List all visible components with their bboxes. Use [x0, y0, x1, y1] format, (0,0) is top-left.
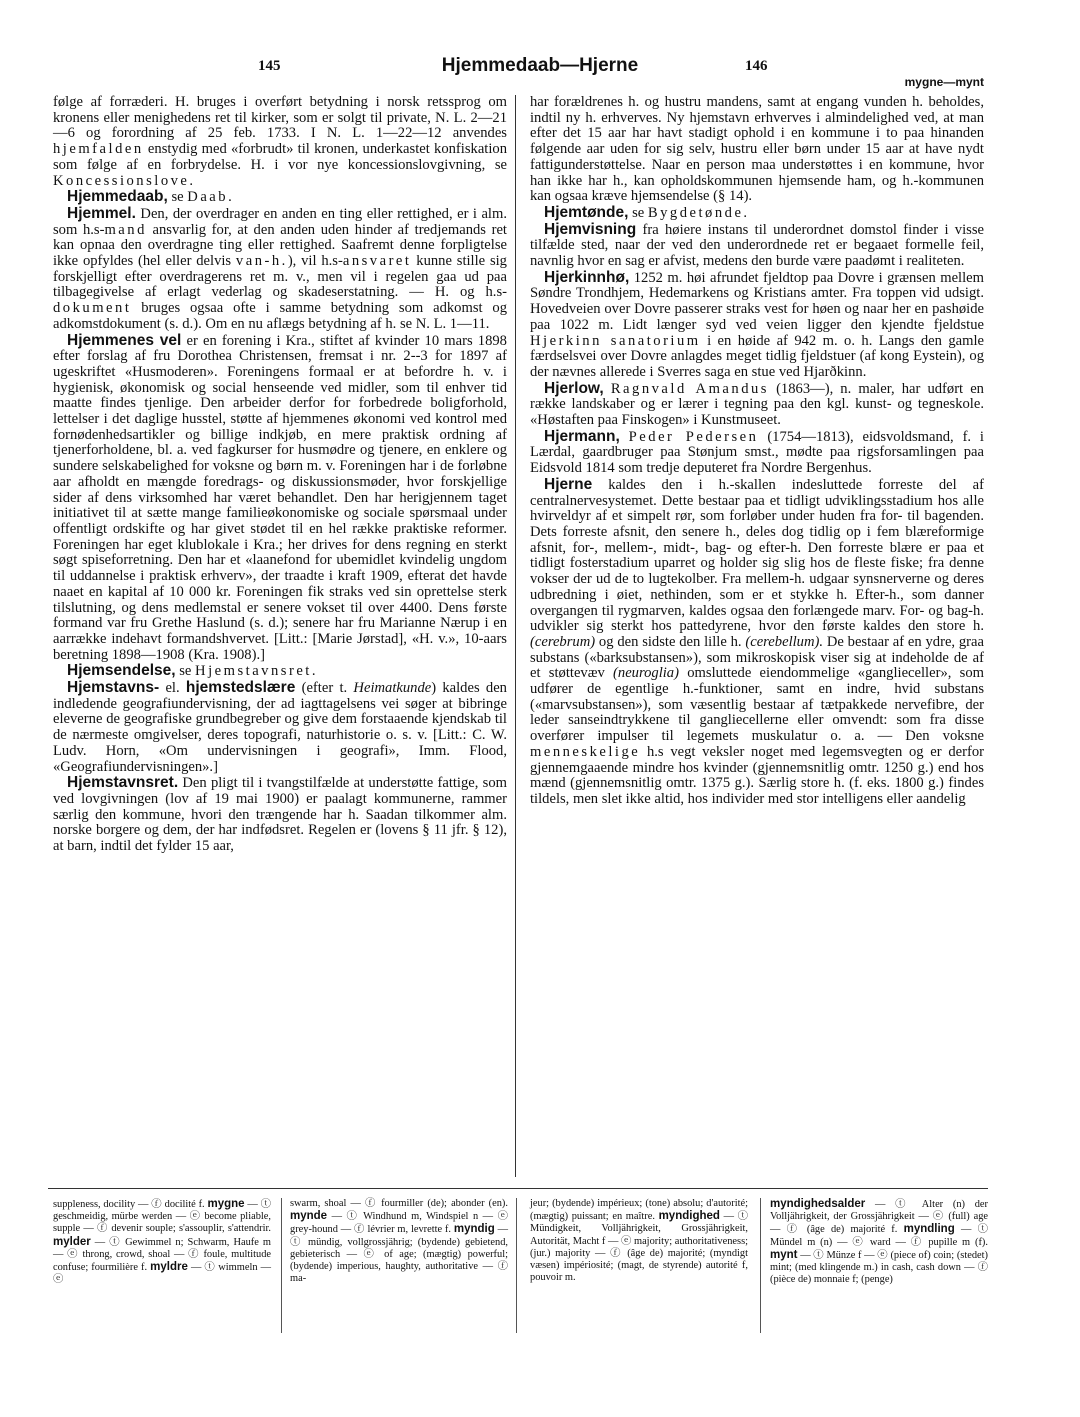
headword: Hjemmenes vel	[67, 331, 182, 349]
headword: Hjemtønde,	[544, 203, 629, 221]
footnote-divider	[516, 1198, 517, 1333]
headword: Hjemmedaab,	[67, 188, 168, 206]
entry-hjermann: Hjermann, Peder Pedersen (1754—1813), eidsvoldsmand, f. i Lærdal, gaardbruger paa Stønjum smst., mødte paa rigsforsamlingen paa Eidsvold 1814 som tredje deputeret fra Nordre Bergenhus.	[530, 427, 984, 477]
entry-hjerne: Hjerne kaldes den i h.-skallen indesluttede forreste del af centralnervesystemet. Dette bestaar paa et tidligt udviklingsstadium hos alle hvirveldyr af et simpelt rør, som forløber under huden fra for- til bagenden. Dets forreste afsnit, den senere h., deles dog tidlig op i fem blæreformige afsnit, for-, mellem-, midt-, bag- og efter-h. Den forreste blære er paa et tidligt fosterstadium uparret og holder sig slig hos de fleste fiske; fra denne vokser der ud de to lugtekolber. Fra mellem-h. udgaar synsnerverne og deres udbredning i øiet, nethinden, som er et stykke h. Efter-h., som danner overgangen til rygmarven, kaldes ogsaa den forlængede marv. For- og bag-h. udvikler sig sterkt hos pattedyrene, hvor den første kaldes den store h. (cerebrum) og den sidste den lille h. (cerebellum). De bestaar af en ydre, graa substans («barksubstansen»), som mikroskopisk viser sig at indeholde de af et støttevæv (neuroglia) omsluttede eiendommelige «ganglieceller», som udfører de egentlige h.-funktioner, samt en indre, hvid substans («marvsubstansen»), som væsentlig bestaar af tætpakkede nervefibre, der leder sanseindtrykkene til gangliecellerne eller omvendt: som fra disse overfører impulser til legemets muskulatur o. a. — Den voksne menneskelige h.s vegt veksler noget med legemsvegten og er derfor gjennemgaaende mindre hos kvinder (gjennemsnitlig omtr. 1250 g.) end hos mænd (gjennemsnitlig omtr. 1375 g.). Særlig store h. (f. eks. 1800 g.) findes tildels, men slet ikke altid, hos individer med stor intelligens eller aandelig	[530, 475, 985, 807]
headword: Hjemmel.	[67, 204, 136, 222]
headword: Hjemstavnsret.	[67, 774, 179, 792]
footnote-divider	[281, 1198, 282, 1333]
entry-hjemvisning: Hjemvisning fra høiere instans til underordnet domstol finder i visse tilfælde sted, naar der ved den underordnede ret er begaaet formelle feil, navnlig hvor en sag er afvist, medens den burde være paadømt i realiteten.	[530, 220, 984, 270]
headword: Hjerkinnhø,	[544, 268, 630, 286]
column-divider	[515, 95, 516, 1177]
entry-hjemmedaab: Hjemmedaab, se Daab.	[67, 188, 235, 206]
page-number-right: 146	[745, 58, 768, 74]
headword: Hjerne	[544, 475, 593, 493]
headword: Hjermann,	[544, 427, 620, 445]
right-column	[530, 95, 984, 808]
running-title: Hjemmedaab—Hjerne	[441, 55, 639, 76]
footnote-column-4: myndighedsalder — ⓣ Alter (n) der Volljährigkeit, der Grossjährigkeit — ⓔ (full) age — ⓕ (âge de) majorité f. myndling — ⓣ Mündel m (n) — ⓔ ward — ⓕ pupille m (f). mynt — ⓣ Münze f — ⓔ (piece of) coin; (stedet) mint; (med klingende m.) in cash, cash down — ⓕ (pièce de) monnaie f; (penge)	[770, 1198, 988, 1286]
headword: Hjerlow,	[544, 379, 604, 397]
footnote-divider	[760, 1198, 761, 1333]
entry-hjemstavnsret: Hjemstavnsret. Den pligt til i tvangstilfælde at understøtte fattige, som ved lovgivningen (lov af 19 mai 1900) er paalagt kommunerne, rammer særlig den kommune, hvori den trængende har h. Saadan tilkommer alm. norske borgere og dem, der har indfødsret. Regelen er (lovens § 11 jfr. § 12), at barn, indtil det fylder 15 aar,	[53, 774, 507, 855]
footnote-column-1: suppleness, docility — ⓕ docilité f. mygne — ⓣ geschmeidig, mürbe werden — ⓔ become pliable, supple — ⓕ devenir souple; s'assouplir, s'attendrir. mylder — ⓣ Gewimmel n; Schwarm, Haufe m — ⓔ throng, crowd, shoal — ⓕ foule, multitude confuse; fourmilière f. myldre — ⓣ wimmeln — ⓔ	[53, 1198, 272, 1286]
entry-hjemmel: Hjemmel. Den, der overdrager en anden en ting eller rettighed, er i alm. som h.s-mand ansvarlig for, at den anden uden hinder af tredjemands ret kan opnaa den overdragne ting eller rettighed. Saafremt denne forpligtelse ikke opfyldes (hel eller delvis van-h.), vil h.s-ansvaret kunne stille sig forskjelligt efter overdragerens ret m. v., men vil i regelen gaa ud paa tilbagegivelse af erlagt vederlag og skadeserstatning. — H. og h.s-dokument bruges ogsaa ofte i samme betydning som adkomst og adkomstdokument (s. d.). Om en nu aflægs betydning af h. se N. L. 1—11.	[53, 204, 507, 332]
footnote-guideword: mygne—mynt	[904, 75, 984, 89]
entry-hjerlow: Hjerlow, Ragnvald Amandus (1863—), n. maler, har udført en række landskaber og er lærer i tegning paa den kgl. kunst- og tegneskole. «Høstaften paa Finskogen» i Kunstmuseet.	[530, 379, 984, 429]
entry-hjemmenes-vel: Hjemmenes vel er en forening i Kra., stiftet af kvinder 10 mars 1898 efter forslag af fru Dorothea Christensen, fremsat i nr. 2--3 for 1897 af ugeskriftet «Husmoderen». Foreningens formaal er at befordre h. v. i hygienisk, økonomisk og social henseende ved midler, som til enhver tid maatte findes tjenlige. Den arbeider derfor for forbedrede boligforhold, lettelser i det daglige husstel, støtte af hjemmenes økonomi ved kontrol med fornødenhedsartikler og billige indkjøb, en mere praktisk ordning af tjenerforholdene, bl. a. ved fagkurser for husmødre og tjenere, en enklere og sundere selskabelighed for voksne og børn m. v. Foreningen har i de forløbne aar afholdt en mængde foredrags- og diskussionsmøder, hvor forskjellige sider af dens virksomhed har været behandlet. Den har herigjennem taget initiativet til at sætte mange familieøkonomiske og sociale spørsmaal under offentligt ordskifte og har givet stødet til en hel række praktiske reformer. Foreningen har eget klublokale i Kra.; her drives for dens regning en sterkt søgt spiseforretning. Den har et «laanefond for ubemidlet kvindelig ungdom til uddannelse i praktisk erhverv», der traadte i kraft 1909, efterat det havde naaet en kapital af 10 000 kr. Foreningen fik straks ved sin oprettelse sterk tilslutning, og dens medlemstal er senere vokset til over 4400. Dens første formand var fru Grethe Haslund (s. d.); senere har fru Marianne Nærup i en aarrække indehavt formandshvervet. [Litt.: [Marie Jørstad], «H. v.», 10-aars beretning 1898—1908 (Kra. 1908).]	[53, 331, 507, 663]
footnote-column-2: swarm, shoal — ⓕ fourmiller (de); abonder (en). mynde — ⓣ Windhund m, Windspiel n — ⓔ grey-hound — ⓕ lévrier m, levrette f. myndig — ⓣ mündig, vollgrossjährig; (bydende) gebietend, gebieterisch — ⓔ of age; (mægtig) powerful; (bydende) imperious, haughty, authoritative — ⓕ ma-	[290, 1198, 508, 1285]
entry-hjemtonde: Hjemtønde, se Bygdetønde.	[544, 203, 750, 221]
headword: Hjemsendelse,	[67, 662, 176, 680]
left-column	[53, 95, 507, 855]
headword: Hjemvisning	[544, 220, 637, 238]
page-number-left: 145	[258, 58, 281, 74]
headword: Hjemstavns-	[67, 679, 160, 697]
footnote-column-3: jeur; (bydende) impérieux; (tone) absolu; d'autorité; (mægtig) puissant; en maître. myndighed — ⓣ Mündigkeit, Volljährigkeit, Grossjährigkeit, Autorität, Macht f — ⓔ majority; authoritativeness; (jur.) majority — ⓕ (âge de) majorité; (myndigt væsen) impériosité; (magt, de styrende) autorité f, pouvoir m.	[530, 1198, 749, 1284]
footnote-separator	[48, 1188, 988, 1189]
entry-hjerkinnho: Hjerkinnhø, 1252 m. høi afrundet fjeldtop paa Dovre i grænsen mellem Søndre Trondhjem, Hedemarkens og Kristians amter. Fra toppen vid udsigt. Hovedveien over Dovre passerer straks vest for høen og naar her en pashøide paa 1022 m. Lidt længer syd ved veien ligger den kjendte fjeldstue Hjerkinn sanatorium i en høide af 942 m. o. h. Langs den gamle færdselsvei over Dovre anlagdes meget tidlig fjeldstuer (af kong Eystein), og der nævnes allerede i Sverres saga en stue ved Hjarðkinn.	[530, 268, 984, 380]
entry-continuation: har forældrenes h. og hustru mandens, samt at engang vunden h. beholdes, indtil ny h. erhverves. Ny hjemstavn erhverves i almindelighed ved, at man efter det 15 aar har havt stadigt ophold i en kommune i to paa hinanden følgende aar uden for sig selv, hustru eller børn under 15 aar at have nydt fattigunderstøttelse. Naar en person maa understøttes i en kommune, hvor han ikke har h., kan opholdskommunen hjemsende ham, og h.-kommunen kan ogsaa kræve hjemsendelse (§ 14).	[530, 94, 984, 205]
entry-continuation: følge af forræderi. H. bruges i overført betydning i norsk retssprog om kronens eller menighedens ret til kirker, som er solgt til private, N. L. 2—21—6 og forordning af 25 feb. 1733. I N. L. 1—22—12 anvendes hjemfalden enstydig med «forbrudt» til kronen, underkastet konfiskation som følge af en forbrydelse. H. i vor nye koncessionslovgivning, se Koncessionslove.	[53, 94, 508, 189]
entry-hjemsendelse: Hjemsendelse, se Hjemstavnsret.	[67, 662, 318, 680]
entry-hjemstavnslaere: Hjemstavns- el. hjemstedslære (efter t. Heimatkunde) kaldes den indledende geografiundervisning, der ad iagttagelsens vei søger at bibringe eleverne de geografiske grundbegreber og give dem forstaaende kjendskab til de nærmeste omgivelser, deres topografi, naturhistorie o. s. v. [Litt.: C. W. Ludv. Horn, «Om undervisningen i geografi», Imm. Flood, «Geografiundervisningen».]	[53, 679, 507, 775]
